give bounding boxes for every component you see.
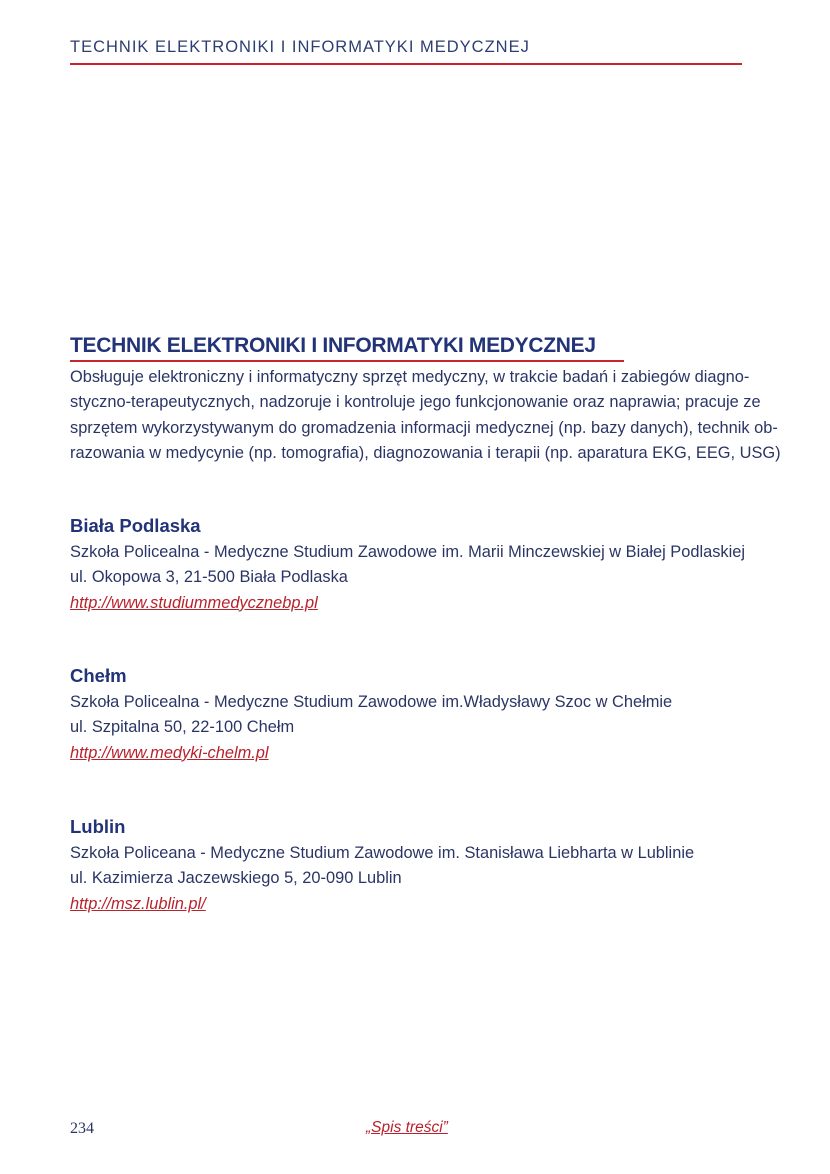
- description-line: styczno-terapeutycznych, nadzoruje i kontroluje jego funkcjonowanie oraz naprawia; pracuje ze: [70, 393, 761, 412]
- table-of-contents-link[interactable]: „Spis treści”: [366, 1119, 448, 1136]
- section-description: [70, 365, 781, 466]
- description-line: Obsługuje elektroniczny i informatyczny sprzęt medyczny, w trakcie badań i zabiegów diagno-: [70, 368, 750, 386]
- title-underline: [70, 360, 624, 362]
- school-name: Szkoła Policeana - Medyczne Studium Zawodowe im. Stanisława Liebharta w Lublinie: [70, 844, 695, 862]
- description-line: razowania w medycynie (np. tomografia), diagnozowania i terapii (np. aparatura EKG, EEG, USG): [70, 443, 781, 462]
- school-website-link[interactable]: http://msz.lublin.pl/: [70, 894, 206, 913]
- description-line: sprzętem wykorzystywanym do gromadzenia informacji medycznej (np. bazy danych), technik ob-: [70, 418, 778, 437]
- page-number: 234: [70, 1120, 94, 1137]
- city-heading: Lublin: [70, 816, 126, 837]
- school-address: ul. Szpitalna 50, 22-100 Chełm: [70, 718, 295, 737]
- school-name: Szkoła Policealna - Medyczne Studium Zawodowe im.Władysławy Szoc w Chełmie: [70, 693, 673, 711]
- city-heading: Chełm: [70, 665, 127, 686]
- running-header: TECHNIK ELEKTRONIKI I INFORMATYKI MEDYCZNEJ: [70, 38, 530, 56]
- city-heading: Biała Podlaska: [70, 515, 201, 536]
- school-website-link[interactable]: http://www.studiummedycznebp.pl: [70, 593, 318, 612]
- school-entry: [70, 813, 770, 917]
- header-divider: [70, 63, 742, 65]
- school-name: Szkoła Policealna - Medyczne Studium Zawodowe im. Marii Minczewskiej w Białej Podlaskiej: [70, 543, 746, 561]
- school-address: ul. Kazimierza Jaczewskiego 5, 20-090 Lublin: [70, 869, 402, 888]
- school-entry: [70, 512, 770, 616]
- school-website-link[interactable]: http://www.medyki-chelm.pl: [70, 743, 269, 762]
- school-entry: [70, 662, 770, 766]
- section-title: TECHNIK ELEKTRONIKI I INFORMATYKI MEDYCZNEJ: [70, 334, 596, 357]
- school-address: ul. Okopowa 3, 21-500 Biała Podlaska: [70, 568, 348, 587]
